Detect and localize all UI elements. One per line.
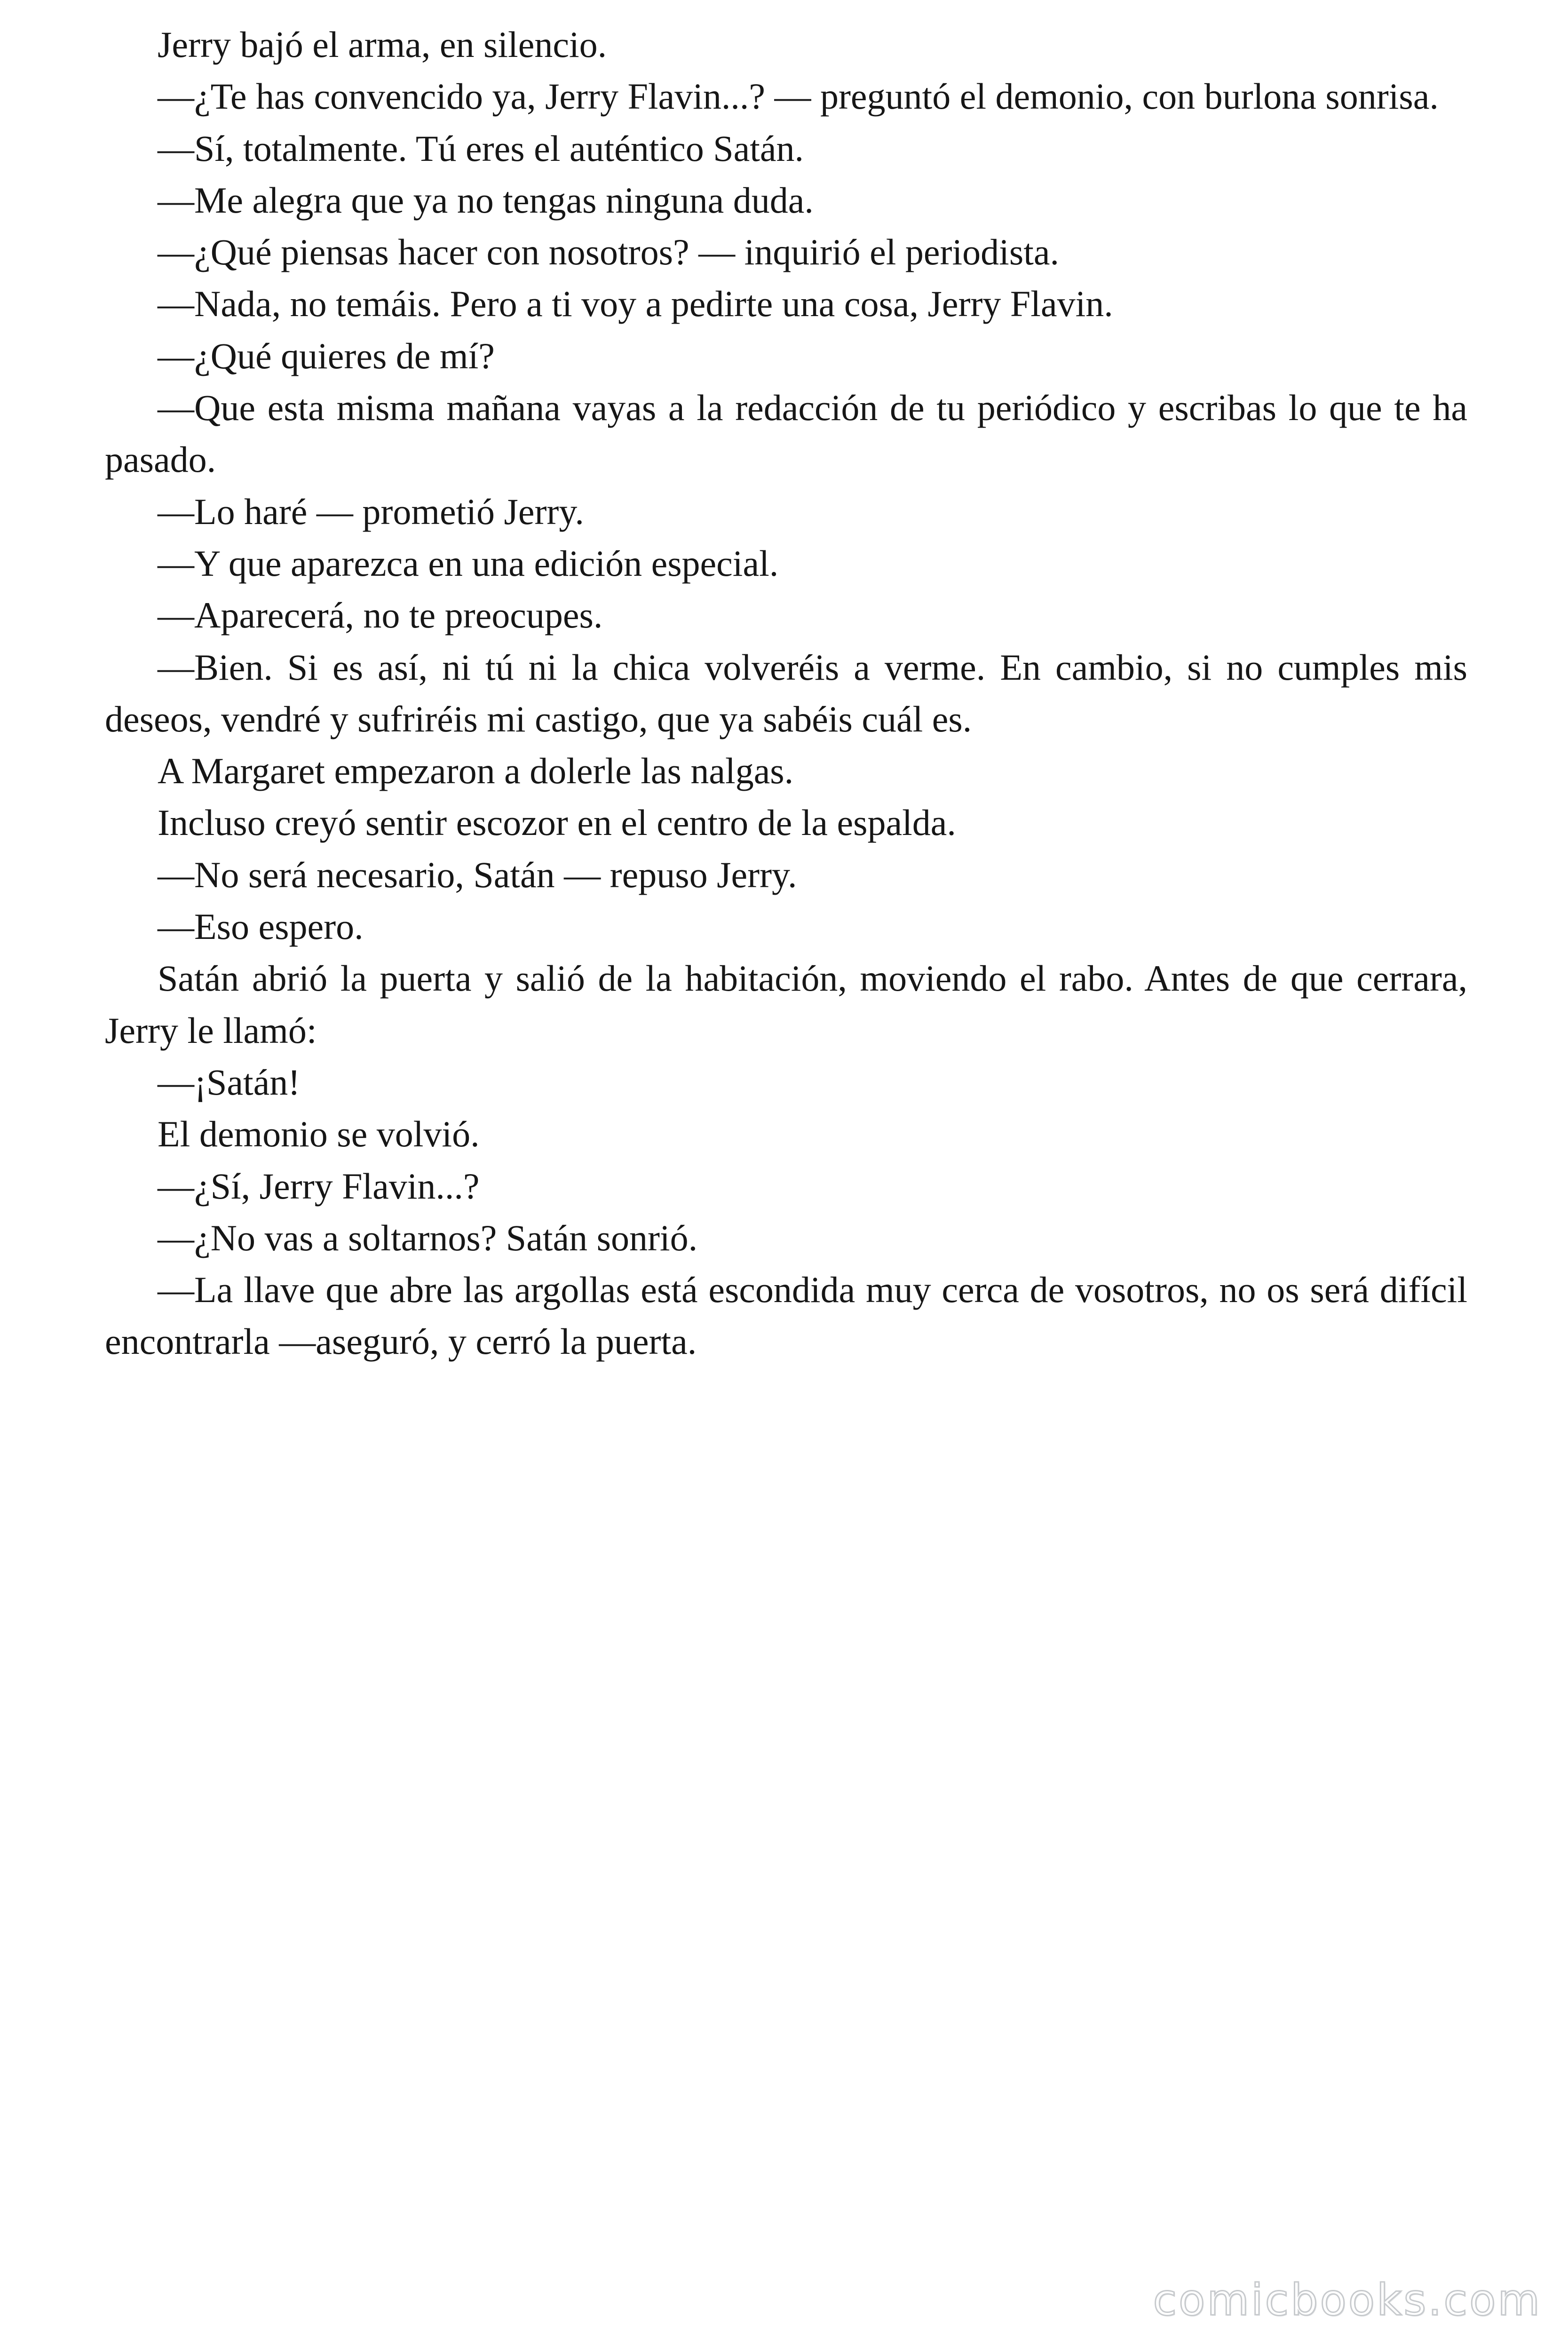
paragraph: —Nada, no temáis. Pero a ti voy a pedirte una cosa, Jerry Flavin.	[158, 283, 1113, 325]
paragraph: —¿Te has convencido ya, Jerry Flavin...? — preguntó el demonio, con burlona sonrisa.	[158, 76, 1439, 117]
paragraph: —¿Qué quieres de mí?	[158, 335, 495, 376]
watermark: comicbooks.com	[1153, 2275, 1542, 2325]
paragraph: —¿No vas a soltarnos? Satán sonrió.	[158, 1217, 698, 1258]
page-body-text	[105, 19, 1467, 1368]
paragraph: —Aparecerá, no te preocupes.	[158, 595, 603, 636]
paragraph: —Bien. Si es así, ni tú ni la chica volveréis a verme. En cambio, si no cumples mis deseos, vendré y sufriréis mi castigo, que ya sabéis cuál es.	[105, 646, 1467, 739]
paragraph: —Y que aparezca en una edición especial.	[158, 542, 779, 584]
paragraph: Incluso creyó sentir escozor en el centro de la espalda.	[158, 802, 956, 843]
paragraph: Jerry bajó el arma, en silencio.	[158, 24, 607, 65]
paragraph: —Lo haré — prometió Jerry.	[158, 491, 584, 532]
paragraph: Satán abrió la puerta y salió de la habitación, moviendo el rabo. Antes de que cerrara, Jerry le llamó:	[105, 958, 1467, 1051]
paragraph: —Eso espero.	[158, 906, 364, 947]
paragraph: —¿Sí, Jerry Flavin...?	[158, 1165, 480, 1207]
paragraph: —Me alegra que ya no tengas ninguna duda.	[158, 179, 814, 221]
paragraph: A Margaret empezaron a dolerle las nalgas.	[158, 750, 794, 792]
paragraph: —¿Qué piensas hacer con nosotros? — inquirió el periodista.	[158, 231, 1059, 273]
paragraph: —Que esta misma mañana vayas a la redacción de tu periódico y escribas lo que te ha pasado.	[105, 387, 1467, 480]
paragraph: —¡Satán!	[158, 1061, 301, 1103]
paragraph: El demonio se volvió.	[158, 1113, 480, 1155]
paragraph: —No será necesario, Satán — repuso Jerry.	[158, 854, 797, 895]
paragraph: —La llave que abre las argollas está escondida muy cerca de vosotros, no os será difícil encontrarla —aseguró, y cerró la puerta.	[105, 1269, 1467, 1362]
paragraph: —Sí, totalmente. Tú eres el auténtico Satán.	[158, 127, 804, 169]
